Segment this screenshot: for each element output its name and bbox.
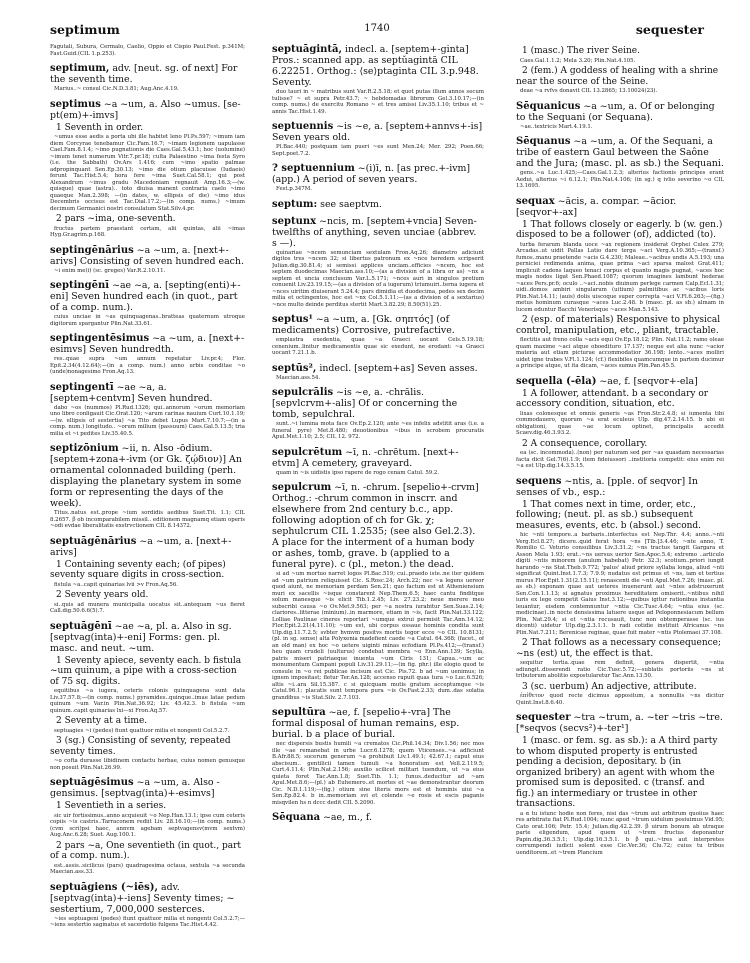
entry-definition: ~a ~um, a. Also ~umus. [se-pt(em)+-imvs] — [50, 98, 241, 121]
sense: 2 (fem.) A goddess of healing with a shrine near the source of the Seine. — [516, 66, 719, 87]
headword: sepulcrālis — [272, 387, 334, 398]
entry-definition: ~is ~e, a. -chrālis. [sepvlcrvm+-alis] Of or concerning the tomb, sepulchral. — [272, 387, 458, 420]
dictionary-entry — [50, 777, 245, 876]
citations: quam in ~is uidistis ipso rapere de rogo cenam Catul. 59.2. — [276, 469, 440, 476]
entry-heading — [272, 447, 484, 469]
entry-heading — [50, 333, 245, 355]
dictionary-entry — [272, 707, 484, 806]
dictionary-entry — [516, 196, 724, 370]
sense-citations: ~o cofta durasse libidinem contactu herbae, cuius nomen genusque non posuit Plin.Nat.26.99. — [50, 758, 245, 771]
page-number: 1740 — [364, 23, 390, 34]
headword: septizōnium — [50, 443, 119, 454]
citations: emplastra exedentia, quae ~a Graeci uocant Cels.5.19.18; cenenium..linitur medicamentis quae sic exedunt, ne erodant: ~a Graeci uocant 7.21.1.b. — [272, 337, 484, 356]
entry-heading — [272, 216, 484, 249]
dictionary-entry — [516, 101, 724, 131]
entry-heading — [50, 443, 245, 509]
entry-heading — [516, 376, 724, 387]
sense-citations: septuagies ~i (pedes) fiunt quattuor milia et nongenti Col.5.2.7. — [54, 727, 230, 734]
citations: duo tauri in ~ matribus sunt Var.R.2.5.18; et quot putas illum annos secum tulisse? ~ et supra Petr.43.7; ~ hebdomadas librorum Gel.3.10.17;—(in comp. nums.) de exercitu Romano ~ et tres amissi Liv.35.1.10; tribus et ~ annis Tac.Hist.1.49. — [272, 89, 484, 115]
headword: sequester — [516, 712, 571, 723]
dictionary-entry — [272, 44, 484, 115]
headword: sepulcrētum — [272, 446, 343, 458]
sense: 1 Seventh in order. — [56, 122, 144, 133]
sense-citations: sic uir fortissimus..anno acquieuit ~o Nep.Han.13.1; ipse cum ceteris copiis ~is castris..Tarraconem rediit Liv. 28.16.10;—(in comp. nums.) (cvm scri)psi haec, annvm agebam septvagensv(mvm sextvm) Aug.Anc.6.28; Suet. Aug.100.1. — [50, 812, 245, 838]
headword: sequens — [516, 475, 562, 487]
entry-definition: see saeptvm. — [320, 198, 382, 210]
sense: 2 A consequence, corollary. — [522, 438, 648, 449]
headword: septuennis — [272, 121, 334, 132]
sense-citations: si..quis ad munera municipalia uocatus sit..antequam ~us fieret Call.dig.50.6.6(5).7. — [50, 601, 245, 614]
sense: 3 (sg.) Consisting of seventy, repeated seventy times. — [50, 736, 231, 757]
entry-definition: ~ii, n. Also -ōdium. [septem+zona+-ivm (or Gk. ζῴδιον)] An ornamental colonnaded building (perh. displaying the planetary system in some form or representing the days of the week). — [50, 443, 242, 509]
citations: res..quae supra ~um annum repetatur Liv.pr.4; Flor. Epit.2.34(4.12.64);—(in a comp. num.) anno urbis conditae ~o (unde)nonagesimo Fron.Aq.13. — [50, 356, 245, 375]
entry-definition: ~a ~um, a. [Gk. σηπτός] (of medicaments) Corrosive, putrefactive. — [272, 314, 455, 336]
entry-definition: ~ae, f. [seqvor+-ela] — [599, 375, 698, 387]
dictionary-entry — [50, 245, 245, 275]
entry-definition: ~a ~um, a. Of the Sequani, a tribe of eastern Gaul between the Saône and the Jura; (masc. pl. as sb.) the Sequani. — [516, 136, 724, 169]
sense: 1 That follows closely or eagerly. b (w. gen.) disposed to be a follower (of), addicted (to). — [516, 219, 723, 240]
sense-citations: flectitis aut freno colla ~acis equi Ov.Ep.18.12; Plin. Nat.11.2; ramo oleae quam maxime ~aci atque oboedituro 17.137; neque est alia nunc ~acior materia aut etiam picturae accommodatior 36.198; lento..~aces molliri uidet igne trabes V.Fl.1.124; (cf.) flexibiles quamcumque in partem ducimur a principe atque, ut ita dicam, ~aces sumus Plin.Pan.45.5. — [516, 337, 724, 369]
headword: septum: — [272, 198, 318, 210]
headword: Sēquanicus — [516, 100, 581, 112]
entry-heading — [516, 101, 724, 123]
entry-heading — [272, 199, 484, 210]
entry-heading — [272, 314, 484, 336]
column-middle — [272, 44, 484, 949]
dictionary-entry — [50, 63, 245, 93]
sense-citations: hic ~nti tempore..a barbaris..interfectus est Nep.Thr. 4.4; anno..~nti Verg.Ecl.8.27; dicere..quid ferat hora ~ns [Tib.]3.4.46; ~nte anno, T. Romilio C. Veturio consulibus Liv.3.31.2; ~ns tractus tangit Gargara et Asson Mela 1.93; erat..~ns uersus uerior Sen.Apoc.5.4; extremo ..articulo digiti ~ntis minorem (anulum habebat) Petr. 32.3; scotium..priori iungit harundo ~ns Stat.Theb.9.772; 'palus' aliud priore syllaba longa, aliud ~nti significat Quint.Inst.1.7.3; 7.9.9; nudatus est primus et ~ns, iam et tertius murus Flor.Epit.1.31(2.15.11); renascenti die ~nti Apul.Met.7.26; (masc. pl. as sb.) exponam quae aut ueteres inuenerunt aut ~ntes adstruxerunt Sen.Con.1.1.13; si agnatus proximus hereditatem omiserit..~ntibus nihil iuris ex lege competit Gaius Inst.3.12;—quibus igitur rationibus instantia leuantur, eisdem contemnuntur ~ntia Cic.Tusc.4.64; ~ntia eius (sc. medicinae)..in nocte densissima latuere usque ad Peloponnesiacum bellum Plin. Nat.29.4; si et ~ntia recusauit, tunc non obtemperasse (sc. ius dicenti) uidetur Ulp.dig.2.3.1.1. b radi cotidie instituit Africanus ~ns Plin.Nat.7.211; Berenicae reginae, quae fuit mater ~ntis Ptolemaei 37.108. — [516, 532, 724, 636]
citations: Pl.Bac.440; postquam iam pueri ~es sunt Men.24; Mer. 292; Poen.66; Sept.poet.7.2. — [272, 144, 484, 157]
sense-citations: sequitur tertia..quae rem definit, genera dispertit, ~ntia adiungit..disserendi ratio Cic.Tusc.5.72;—sublatis portoriis ~ns ut tributorum abolitio expostularetur Tac.Ann.13.50. — [516, 660, 724, 679]
sense: 2 pars ~ima, one-seventh. — [56, 214, 176, 224]
column-left — [50, 44, 245, 949]
headword: septuāgiens (~iēs), — [50, 881, 159, 893]
entry-definition: ~ae ~a, a. [septem+centvm] Seven hundred. — [50, 381, 213, 404]
sense-citations: fistula ~a..capit quinarias lvii >v Fron.Aq.56. — [54, 581, 179, 588]
sense: 2 Seventy at a time. — [56, 716, 148, 726]
sense: 1 (masc. or fem. sg. as sb.): a A third party to whom disputed property is entrusted pending a decision, depositary. b (in organized bribery) an agent with whom the promised sum is deposited. c (transf. and fig.) an intermediary or trustee in other transactions. — [516, 736, 718, 809]
sense: 2 That follows as a necessary consequence; ~ns (est) ut, the effect is that. — [516, 638, 722, 659]
right-guide-word: sequester — [635, 22, 704, 37]
entry-heading — [272, 707, 484, 740]
sense: 1 Seventieth in a series. — [56, 801, 167, 811]
dictionary-entry — [272, 812, 484, 823]
entry-definition: ~a ~um, a. [next+-arivs] Consisting of seven hundred each. — [50, 244, 244, 267]
sense-citations: est..assis..sicilicus (pars) quadragesima octaua, sextula ~a secunda Maecian.ass.33. — [50, 862, 245, 875]
dictionary-entry — [50, 280, 245, 327]
entry-heading — [50, 882, 245, 915]
entry-definition: ~ntis, a. [pple. of seqvor] In senses of vb., esp.: — [516, 475, 698, 498]
dictionary-entry — [50, 382, 245, 438]
dictionary-entry — [272, 121, 484, 157]
headword: sepulcrum — [272, 482, 332, 493]
entry-definition: ~ī, n. -chrum. [sepelio+-crvm] Orthog.: -chrum common in inscrr. and elsewhere from 2nd century b.c., app. following adoption of ch for Gk. χ; sephulcrum CIL 1.2535; (see also Gel.2.3). A place for the interment of a human body or ashes, tomb, grave. b (applied to a funeral pyre). c (pl., meton.) the dead. — [272, 482, 479, 570]
citations: Titus..natus est..prope ~ium sordidis aedibus Suet.Tit. 1.1; CIL 8.2657. β ob incomparabilem missil.. editionem magnamq etiam operis ~odi evdae liberalitatis exstrvctionem CIL 8.14372. — [50, 510, 245, 529]
sense-citations: ~umus esse aedis a porta ubi ille habitet leno Pl.Ps.597; ~imum iam diem Corcyrae tenebamur Cic.Fam.16.7; ~imam legionem uapulasse Cael.Fam.8.1.4; ~imo pugnationis die Caes.Gal.5.43.1; hoc (uolumine) ~imum tenet numerum Vitr.7.pr.18; culta Palaestino ~ima festa Syro (i.e. the Sabbath) Ov.Ars 1.416; cum ~imo spatio palmae adpropinquant Sen.Ep.30.13; ~imo die otium placuisse (Iudaeis) ferunt Tac.Hist.5.4; hora fere ~ima Suet.Cal.58.1; qui post Alexandrum ~imus gradu Macedoniam regnauit Amp.16.3;—(w. quisque) quae (astra).. toto diuisa manent contraria caelo ~imo quaeque Man.2.398; —(in dates, w. ellipsis of die) ~imo idus Decembris occisus est Tac.Dial.17.2;—(in comp. nums.) ~imum decimum Germanici nostri consulatum Stat.Silv.4.pr. — [50, 134, 245, 212]
page-header — [50, 22, 704, 38]
entry-heading — [50, 245, 245, 267]
dictionary-entry — [272, 482, 484, 701]
sense-citations: turba ferarum blanda uoce ~ax regionem insiderat Orphei Culex 279; Arcadas..ut uidit Pallas Latio dare terga ~aci Verg.A.10.365;—(transf.) fumos..manu praetende ~acis G.4.230; Maleae..~acibus undis A.5.193; una perniciei redimenda anima, quae prima ~aci sparsa malost Grat.411; implicuit cadens laqueo tenaci corpus et quanto magis pugnat, ~aces hoc magis nodos ligat Sen.Phaed.1087; quorum imagines lambunt hederae ~aces Pers.pr.6; oculo ..~aci..nobis diuinum perlege carmen Calp.Ecl.1.31; uidi..domos ambiri singularum (uitium) palmitibus ac ~acibus loris Plin.Nat.14.11; (auis) dolis uiscoque super correpta ~aci V.Fl.6.263;—(fig.) metus hominum curasque ~aces Luc.2.48. b (masc. pl. as sb.) almam in lucem eduntur Bacchi Venerisque ~aces Man.5.143. — [516, 241, 724, 313]
headword: septuāgēnī — [50, 620, 112, 632]
headword: septūs², — [272, 362, 317, 374]
headword: septus¹ — [272, 314, 313, 325]
citations: Maecian.ass.54. — [276, 374, 321, 381]
headword: septingēnī — [50, 280, 110, 291]
citations: quinariae ~ncem semunciam sextulam Fron.Aq.26; diametro adiciunt digitos tres ~ncem 32; si libertus patronum ex ~nce heredem scripserit Julian.dig.30.81.4; si semissi applices unciam..efficies ~ncem, hoc est septem duodecimas Maecian.ass.10;—(as a division of a libra or as) ~nx a septem et uncia conclusum Var.L.5.171; ~nces auri in singulos pretium conuenit Liv.23.19.15;—(as a division of a iugerum) triumuiri..terna iugera et ~nces uiritim diuiserant 5.24.4; pars dimidia et duodecima, pedes sex decim milia et octingentos, hoc est ~nx Col.5.1.11;—(as a division of a sextarius) ~nce multo deinde perditus stertit Mart.3.82.29; 8.50(51).25. — [272, 249, 484, 308]
entry-definition: ~ae, f. [sepelio+-vra] The formal disposal of human remains, esp. burial. b a place of burial. — [272, 707, 460, 740]
entry-heading — [516, 476, 724, 498]
sense: 1 That comes next in time, order, etc., following; (neut. pl. as sb.) subsequent measures, events, etc. b (absol.) second. — [516, 499, 702, 531]
sense: 1 Seventy apiece, seventy each. b fistula ~um quinum, a pipe with a cross-section of 75 sq. digits. — [50, 655, 242, 687]
entry-heading — [272, 363, 484, 374]
dictionary-entry — [50, 536, 245, 615]
dictionary-entry — [516, 476, 724, 707]
sense-citations: ἐπίθετον quod recte dicimus appositum, a nonnullis ~ns dicitur Quint.Inst.8.6.40. — [516, 693, 724, 706]
entry-heading — [516, 136, 724, 169]
entry-heading — [272, 44, 484, 88]
entry-definition: ~ncis, m. [septem+vncia] Seven-twelfths of anything, seven unciae (abbrev. s —). — [272, 215, 477, 249]
entry-definition: ~tra ~trum, a. ~ter ~tris ~tre. [*seqvos (secvs²)+-ter¹] — [516, 712, 723, 734]
sense-citations: a α tu istunc hodie non feres, nisi das ~trum aut arbitrum quoiius haec res arbitratu fiat Pl.Rud.1004; nunc apud ~trum uidulum posiuimus Vid.95; Cato orat.106; Petr. 15.4; Julian.dig.42.2.39. β uirum bonum ab utraque parte eligendum, apud quem ut ~trem fructus deponantur Papin.dig.36.3.5.1; Ulp.dig.16.3.5.1. b β qui..~tres aut interpretes corrumpendi iudicii solent esse Cic.Ver.36; Clu.72; cuius tu tribus uenditorem..et ~trem Plancium — [516, 810, 724, 856]
entry-heading — [272, 387, 484, 420]
dictionary-entry — [516, 136, 724, 190]
headword: septingēnārius — [50, 244, 134, 256]
headword: septimum, — [50, 63, 110, 74]
headword: septuāgēsimus — [50, 777, 134, 788]
sense-citations: fructus partem praestant certam, alii quintas, alii ~imas Hyg.Gr.agrim.p.168. — [50, 225, 245, 238]
citations: cuius unciae in ~as quinquagenas..bratteas quaternum utroque digitorum spargantur Plin.Nat.33.61. — [50, 314, 245, 327]
headword: sepultūra — [272, 707, 326, 718]
dictionary-entry — [272, 387, 484, 441]
dictionary-entry — [50, 443, 245, 530]
entry-heading — [50, 99, 245, 121]
sense-citations: lixas colonesque et omnis generis ~as Fron.Str.2.4.8; si iumenta tibi commodauero, quorum ~a erat eculeus Ulp. dig.47.2.14.15. b ubi ei obligationi, quae ~ae locum optinet, principalis accedit Scaev.dig.46.3.93.2. — [516, 410, 724, 436]
dictionary-entry — [272, 363, 484, 382]
entry-heading — [50, 280, 245, 313]
citations: si ad ~um mortuo narret logos Pl.Bac.519; cui..praedo iste..ne iter quidem ad ~um patrium reliquisset Cic. S.Rosc.24; Arch.22; nec ~a legens uereor quod aiunt, ne memoriam perdam Sen.21; quo factum est ut Atheniensium muri ex sacellis ~isque constarent Nep.Them.6.5; haec cantu finditque solum manesque ~is elicit Tib.1.2.45; Liv. 27.23.2; neue merere meo subscribi causa ~o Ov.Met.9.563; per ~a nostra iurabitur Sen.Suas.2.14; clariores..litterae (minium)..in marmore, etiam in ~is, facit Plin.Nat.33.122; Lolliae Paulinae cineres reportari ~umque extrui permisit Tac.Ann.14.12; Flor.Epit.2.21(4.11.10); ~um est, ubi corpus ossaue hominis condita sunt Ulp.dig.11.7.2.5; svbter hvmvm positvs mortis tegor ecce ~o CIL 10.8131; (pl. in sg. sense) alta Polyxenia madefient caede ~a Catul. 64.368; (facet., of an old man) ex hoc ~o uetere uiginti minas ecfodiam Pl.Ps.412;—(transf.) heu quam crudeli (uulturus) condebat membra ~o Enn.Ann.139; Scylla, patris miseri patriaeque inuenta ~um Ciris 131; Capua..~um ac monumentum Campani populi Liv.31.29.11;—(in fig. phr.) ille elogio quod te consule in ~o rei publicae incisum est Cic. Pis.72. b ad ~um uenimus; in ignem impositast; fletur Ter.An.128; accenso rapuit quas tura ~o Luc.6.526; altis ~i..ara Sil.15.387. c si quicquam mutis gratum acceptumque ~is Catul.96.1; placatis sunt tempora pura ~is Ov.Fast.2.33; dum..das solatia grandibus ~is Stat.Silv. 2.7.103. — [272, 571, 484, 701]
sense: 1 A follower, attendant. b a secondary or accessory condition, situation, etc. — [516, 388, 709, 409]
headword: septimus — [50, 98, 101, 110]
entry-definition: indecl. [septem+as] Seven asses. — [319, 362, 478, 374]
citations: Fest.p.347M. — [276, 186, 312, 192]
headword: septunx — [272, 215, 317, 227]
headword: Sēquanus — [516, 136, 571, 147]
citations: Marius..~ consul Cic.N.D.3.81; Aug.Anc.4.19. — [54, 86, 179, 92]
entry-heading — [50, 382, 245, 404]
entry-definition: adv. [neut. sg. of next] For the seventh time. — [50, 63, 238, 85]
dictionary-entry — [272, 447, 484, 477]
dictionary-entry — [272, 314, 484, 357]
citations: ~ies septuageni (pedes) fiunt quattuor milia et nongenti Col.5.2.7;—~iens sestertio saginatus et sacerdotio fulgens Tac.Hist.4.42. — [50, 915, 245, 928]
continued-citations: Fagutali, Subura, Cermalo, Caelio, Oppio et Cispio Paul.Fest. p.341M; Fast.Guid.(CIL 1.p.253). — [50, 44, 245, 57]
entry-definition: ~a ~um, a. Also -gensimus. [septvag(inta)+-esimvs] — [50, 777, 220, 799]
headword: septingentēsimus — [50, 333, 150, 344]
dictionary-entry — [516, 376, 724, 470]
sense: 3 (sc. uerbum) An adjective, attribute. — [522, 681, 697, 692]
sense-citations: ea (sc. incommoda)..(non) per naturam sed per ~as quasdam necessarias facta dicit Gel.7(6).1.9; item fideiussori ..institoria competit: eius enim rei ~a est Ulp.dig.14.3.5.15. — [516, 450, 724, 469]
sense: 2 pars ~a, One seventieth (in quot., part of a comp. num.). — [50, 840, 242, 861]
headword: septingentī — [50, 381, 114, 393]
headword: ? septuennium — [272, 163, 355, 174]
entry-heading — [272, 163, 484, 185]
dictionary-entry — [50, 333, 245, 376]
headword: septuāgintā, — [272, 44, 342, 55]
sense: 2 Seventy years old. — [56, 590, 149, 600]
sense-citations: equitibus ~a iugera, ceteris colonis quinquagena sunt data Liv.37.57.8;—(in comp. nums.) pyramides..quinque..imae latae pedum quinum ~um Var.in Plin.Nat.36.92; Liv. 45.42.3. b fistula ~um quinum..capit quinarias lxi—xi Fron.Aq.57. — [50, 688, 245, 714]
entry-definition: adv. [septvag(inta)+-iens] Seventy times; ~ sestertium, 7,000,000 sesterces. — [50, 881, 235, 915]
entry-definition: ~is ~e, a. [septem+annvs+-is] Seven years old. — [272, 121, 483, 143]
entry-heading — [50, 777, 245, 799]
entry-definition: ~ī, n. -chrētum. [next+-etvm] A cemetery, graveyard. — [272, 446, 459, 469]
citations: gens..~a Luc.1.425;—Caes.Gal.1.2.3; alterius factionis principes erant Aedui, alterius ~i 6.12.1; Plin.Nat.4.106; (in sg.) q ivlio severino ~o CIL 13.1695. — [516, 170, 724, 189]
entry-definition: ~a ~um, a. Of or belonging to the Sequani (or Sequana). — [516, 100, 715, 123]
citations: dabo ~os (nummos) Pl.Rud.1326; qui..annorum ~orum memoriam uno libro conligauit Cic.Orat.120; ~arum carinas nauium Curt.10.1.19;—(w. ellipsis of sestertia) ~a Tito debet Lupus Mart.7.10.7;—(in a comp. num.) longitudo.. ~orum milium (passuum) Caes.Gal.5.13.5; tria milia et ~i pedites Liv.35.40.5. — [50, 404, 245, 437]
headword: septuāgēnārius — [50, 535, 137, 547]
sense: 2 (esp. of materials) Responsive to physical control, manipulation, etc., pliant, tractable. — [516, 315, 721, 336]
entry-heading — [50, 536, 245, 558]
headword: Sēquana — [272, 812, 321, 823]
citations: ~ae..textricis Mart.4.19.1. — [520, 123, 593, 130]
column-right — [516, 44, 724, 949]
sense-citations: deae ~a rvfvs donavit CIL 13.2865; 13.10024(23). — [520, 88, 658, 94]
entry-heading — [516, 712, 724, 734]
headword: sequella (-ēla) — [516, 375, 597, 387]
sense-citations: Caes.Gal.1.1.2; Mela 3.20; Plin.Nat.4.105. — [520, 57, 636, 64]
dictionary-entry — [272, 163, 484, 193]
dictionary-entry — [272, 199, 484, 210]
sense: 1 Containing seventy each; (of pipes) seventy square digits in cross-section. — [50, 559, 226, 580]
citations: sunt..~i lumina mota face Ov.Ep.2.120; ante ~es infelix adstitit aras (i.e. a funeral pyre) Met.8.480; deuotionibus ~ibus in scrobem procuratis Apul.Met.1.10; 2.5; CIL 12. 972. — [272, 421, 484, 440]
sense: 1 (masc.) The river Seine. — [522, 46, 640, 56]
entry-heading — [50, 621, 245, 654]
left-guide-word: septimum — [50, 22, 120, 37]
entry-definition: ~ae, m., f. — [323, 812, 372, 823]
headword: sequax — [516, 195, 555, 207]
entry-definition: ~a ~um, a. [next+-esimvs] Seven hundredth. — [50, 333, 245, 355]
entry-definition: ~ae ~a, pl. a. Also in sg. [septvag(inta)+-eni] Forms: gen. pl. masc. and neut. ~um. — [50, 620, 232, 654]
dictionary-entry — [50, 621, 245, 772]
entry-heading — [272, 121, 484, 143]
dictionary-entry — [50, 882, 245, 929]
entry-definition: ~a ~um, a. [next+-arivs] — [50, 535, 232, 558]
entry-definition: ~(i)ī, n. [as prec.+-ivm] (app.) A period of seven years. — [272, 163, 471, 185]
entry-definition: indecl. a. [septem+-ginta] Pros.: scanned app. as septŭagintā CIL 6.22251. Orthog.: ⟨se⟩ptaginta CIL 3.p.948. Seventy. — [272, 44, 479, 88]
dictionary-entry — [516, 46, 724, 95]
dictionary-entry — [516, 712, 724, 856]
entry-definition: ~ae ~a, a. [septing(enti)+-eni] Seven hundred each (in quot., part of a comp. num.). — [50, 280, 241, 313]
citations: ~i enim me(i) (sc. greges) Var.R.2.10.11. — [54, 267, 166, 274]
entry-heading — [50, 63, 245, 85]
entry-definition: ~ācis, a. compar. ~ācior. [seqvor+-ax] — [516, 195, 677, 218]
dictionary-entry — [50, 99, 245, 239]
entry-heading — [272, 812, 484, 823]
dictionary-entry — [272, 216, 484, 309]
entry-heading — [516, 196, 724, 218]
entry-heading — [272, 482, 484, 570]
citations: nec dispersis bustis humili ~a crematos Cic.Phil.14.34; Div.1.56; nec mos ille ~ae remanebat in urbe Lucr.6.1278; quem Vticenses..~a adficiunt B.Afr.88.5; socerum generum ~a prohibuit Liv.1.49.1; 42.67.1; caput eius abscisum.. gentilicii tamen tumuli ~a honoratum est Vell.2.119.5; Curt.4.11.4; Plin.Nat.2.156; auxilio scilicet militari tuendum, ut ~a eius quieta foret Tac.Ann.1.8; Suet.Tib. 1.1; funus..deducitur ad ~am Apul.Met.8.6;—(pl.) ab Euhemero..et mortes et ~ae demonstrantur deorum Cic. N.D.1.119;—(fig.) otium sine literis mors est et hominis uiui ~a Sen.Ep.82.4. b in..memoriam svi et colende ~e rosis et escis paganis misqvilen hs n dccc dedit CIL 5.2090. — [272, 741, 484, 806]
